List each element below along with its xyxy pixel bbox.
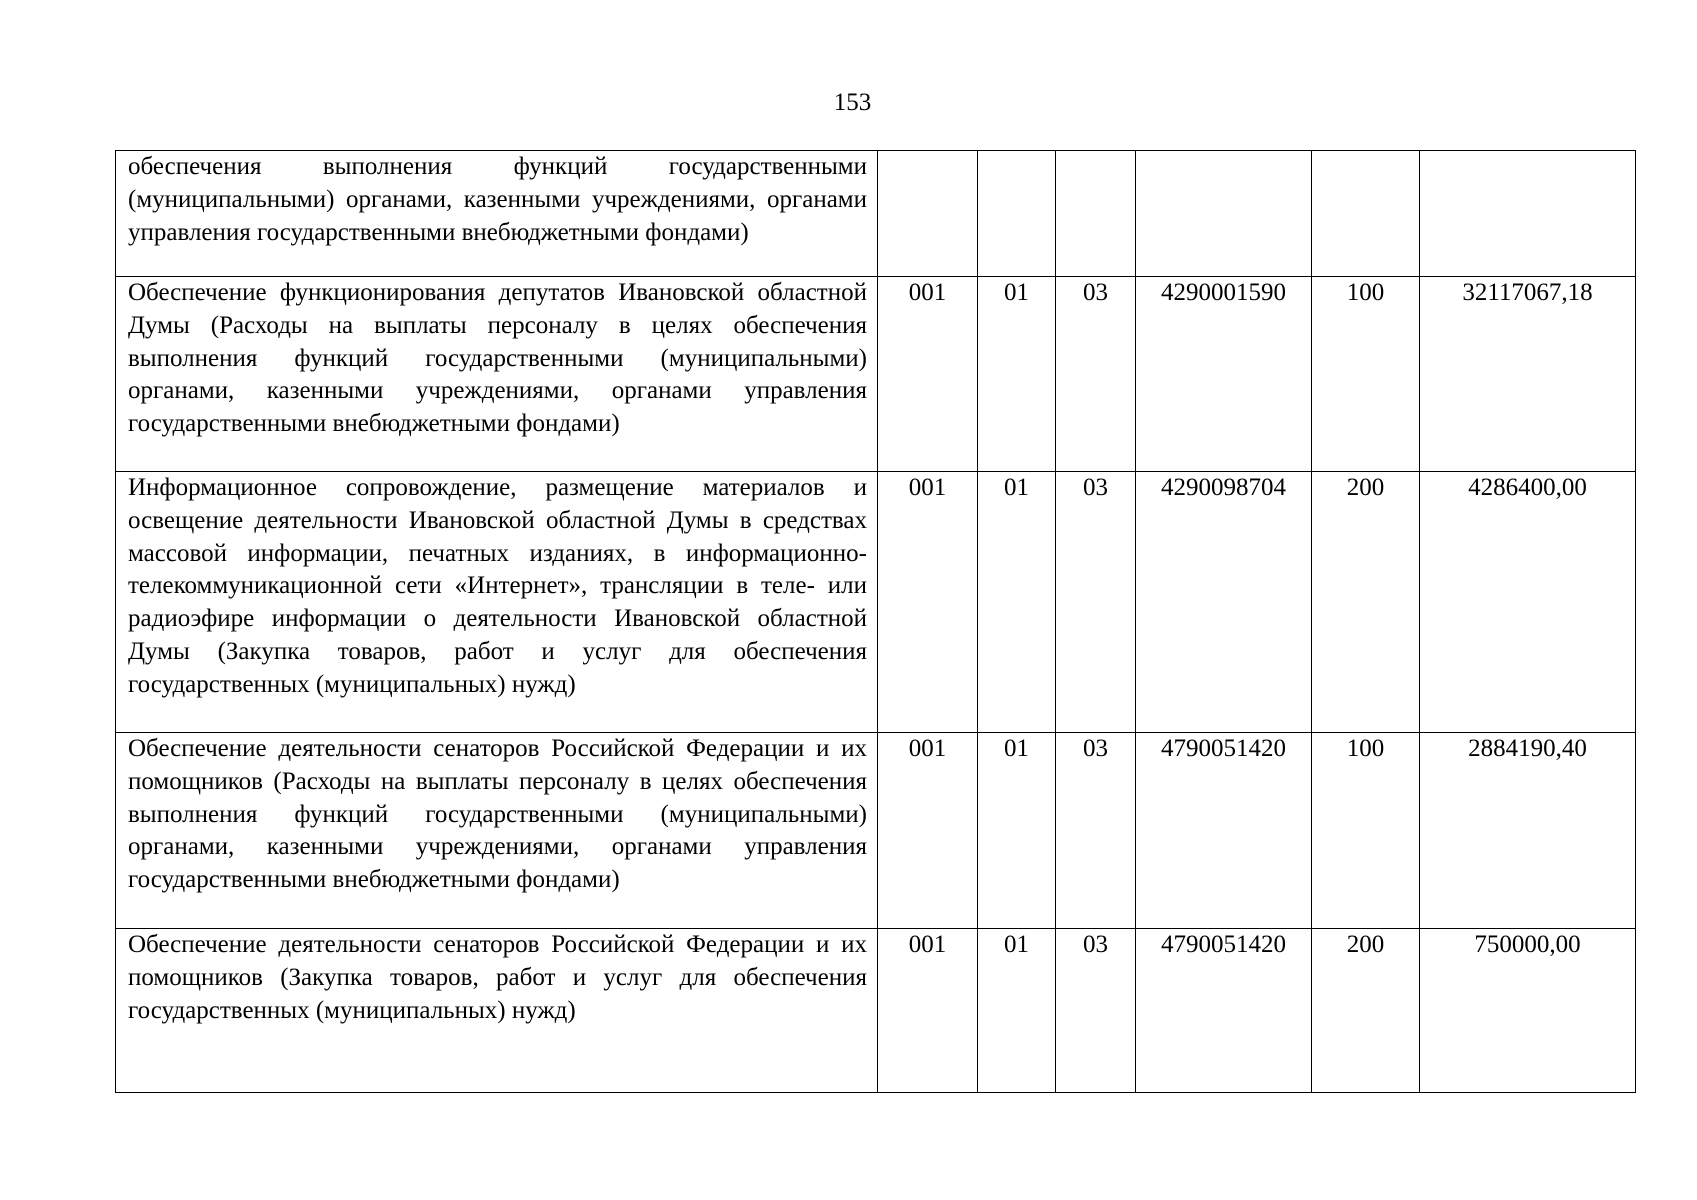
expense-type-cell: 200 bbox=[1312, 472, 1420, 733]
row-description: обеспечения выполнения функций государственными (муниципальными) органами, казенными учреждениями, органами управления государственными внебюджетными фондами) bbox=[116, 151, 878, 277]
amount-cell: 2884190,40 bbox=[1420, 733, 1636, 929]
table-row bbox=[116, 733, 1636, 929]
expense-type-cell: 100 bbox=[1312, 733, 1420, 929]
row-description: Информационное сопровождение, размещение материалов и освещение деятельности Ивановской областной Думы в средствах массовой информации, печатных изданиях, в информационно-телекоммуникационной сети «Интернет», трансляции в теле- или радиоэфире информации о деятельности Ивановской областной Думы (Закупка товаров, работ и услуг для обеспечения государственных (муниципальных) нужд) bbox=[116, 472, 878, 733]
section-code-cell: 01 bbox=[978, 277, 1056, 472]
target-article-cell: 4790051420 bbox=[1136, 733, 1312, 929]
section-code-cell bbox=[978, 151, 1056, 277]
target-article-cell: 4290098704 bbox=[1136, 472, 1312, 733]
row-description: Обеспечение деятельности сенаторов Российской Федерации и их помощников (Закупка товаров, работ и услуг для обеспечения государственных (муниципальных) нужд) bbox=[116, 929, 878, 1093]
ministry-code-cell: 001 bbox=[878, 929, 978, 1093]
subsection-code-cell: 03 bbox=[1056, 277, 1136, 472]
ministry-code-cell: 001 bbox=[878, 733, 978, 929]
target-article-cell: 4790051420 bbox=[1136, 929, 1312, 1093]
amount-cell: 4286400,00 bbox=[1420, 472, 1636, 733]
subsection-code-cell: 03 bbox=[1056, 733, 1136, 929]
budget-table bbox=[115, 150, 1636, 1093]
amount-cell bbox=[1420, 151, 1636, 277]
section-code-cell: 01 bbox=[978, 733, 1056, 929]
subsection-code-cell bbox=[1056, 151, 1136, 277]
ministry-code-cell bbox=[878, 151, 978, 277]
table-row bbox=[116, 151, 1636, 277]
page-number: 153 bbox=[833, 89, 872, 116]
target-article-cell: 4290001590 bbox=[1136, 277, 1312, 472]
row-description: Обеспечение деятельности сенаторов Российской Федерации и их помощников (Расходы на выплаты персоналу в целях обеспечения выполнения функций государственными (муниципальными) органами, казенными учреждениями, органами управления государственными внебюджетными фондами) bbox=[116, 733, 878, 929]
table-row bbox=[116, 277, 1636, 472]
section-code-cell: 01 bbox=[978, 929, 1056, 1093]
subsection-code-cell: 03 bbox=[1056, 929, 1136, 1093]
target-article-cell bbox=[1136, 151, 1312, 277]
table-row bbox=[116, 472, 1636, 733]
ministry-code-cell: 001 bbox=[878, 277, 978, 472]
expense-type-cell bbox=[1312, 151, 1420, 277]
expense-type-cell: 200 bbox=[1312, 929, 1420, 1093]
subsection-code-cell: 03 bbox=[1056, 472, 1136, 733]
ministry-code-cell: 001 bbox=[878, 472, 978, 733]
row-description: Обеспечение функционирования депутатов Ивановской областной Думы (Расходы на выплаты персоналу в целях обеспечения выполнения функций государственными (муниципальными) органами, казенными учреждениями, органами управления государственными внебюджетными фондами) bbox=[116, 277, 878, 472]
table-row bbox=[116, 929, 1636, 1093]
amount-cell: 32117067,18 bbox=[1420, 277, 1636, 472]
section-code-cell: 01 bbox=[978, 472, 1056, 733]
expense-type-cell: 100 bbox=[1312, 277, 1420, 472]
amount-cell: 750000,00 bbox=[1420, 929, 1636, 1093]
